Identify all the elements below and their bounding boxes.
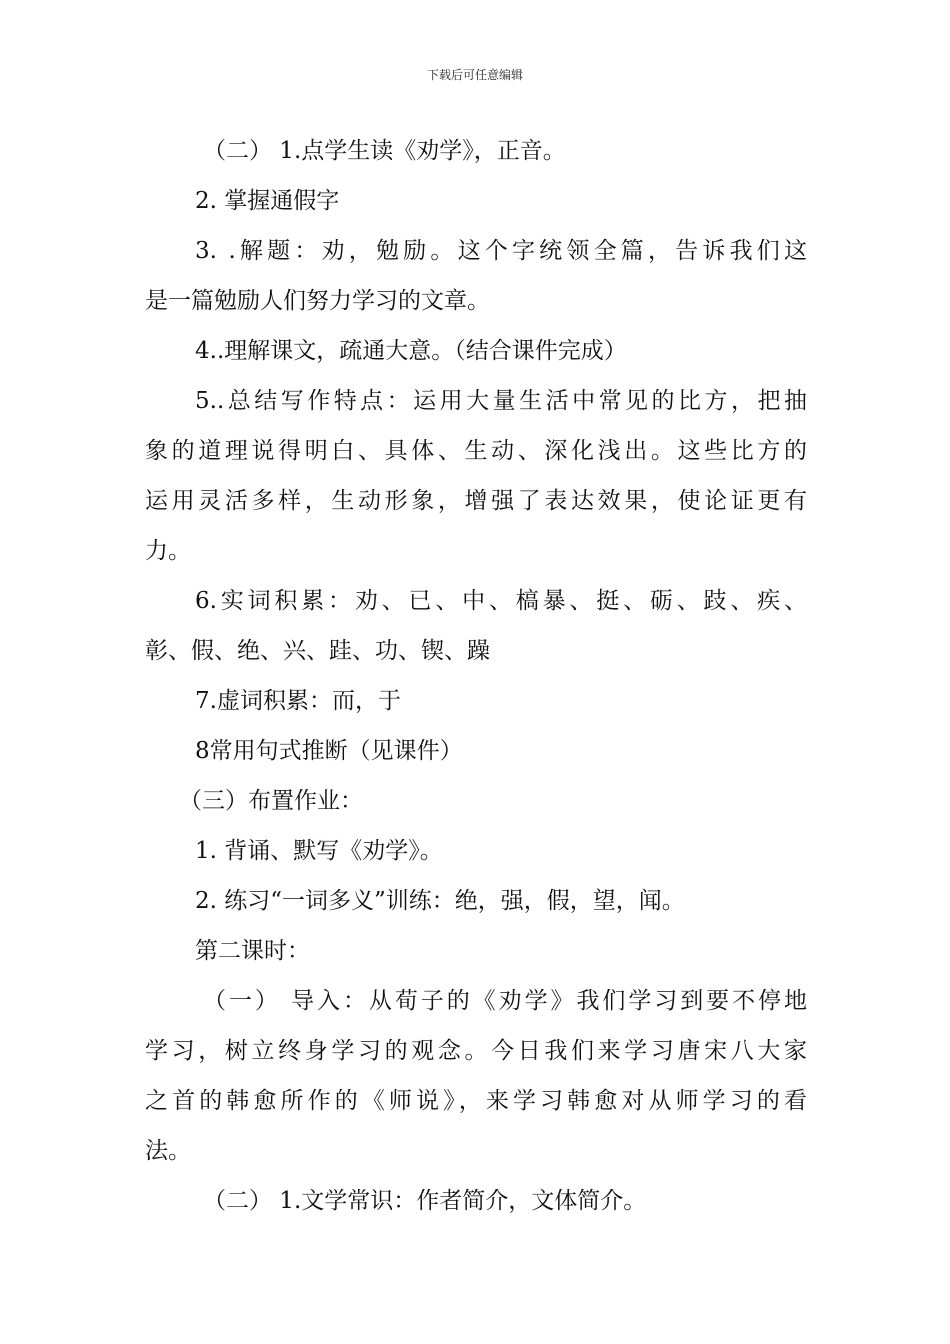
paragraph-line: 2. 掌握通假字 — [195, 188, 340, 214]
paragraph-line: 之首的韩愈所作的《师说》，来学习韩愈对从师学习的看 — [145, 1088, 807, 1114]
paragraph-line: （三）布置作业： — [179, 788, 363, 814]
paragraph-line: 第二课时： — [195, 938, 310, 964]
paragraph-line: 8常用句式推断（见课件） — [195, 738, 463, 764]
paragraph-line: 法。 — [145, 1138, 191, 1164]
paragraph-line: （一） 导入：从荀子的《劝学》我们学习到要不停地 — [203, 988, 807, 1014]
paragraph-line: 彰、假、绝、兴、跬、功、锲、躁 — [145, 638, 490, 664]
paragraph-line: 是一篇勉励人们努力学习的文章。 — [145, 288, 490, 314]
paragraph-line: 5..总结写作特点：运用大量生活中常见的比方，把抽 — [195, 388, 807, 414]
paragraph-line: 6.实词积累：劝、已、中、槁暴、挺、砺、跂、疾、 — [195, 588, 807, 614]
paragraph-line: 7.虚词积累：而，于 — [195, 688, 401, 714]
paragraph-line: 1. 背诵、默写《劝学》。 — [195, 838, 443, 864]
paragraph-line: 3. .解题：劝，勉励。这个字统领全篇，告诉我们这 — [195, 238, 807, 264]
paragraph-line: 2. 练习“一词多义”训练：绝，强，假，望，闻。 — [195, 888, 685, 914]
paragraph-line: 4..理解课文，疏通大意。（结合课件完成） — [195, 338, 627, 364]
paragraph-line: 力。 — [145, 538, 191, 564]
paragraph-line: （二） 1.点学生读《劝学》，正音。 — [203, 138, 566, 164]
paragraph-line: （二） 1.文学常识：作者简介，文体简介。 — [203, 1188, 647, 1214]
page-header-note: 下载后可任意编辑 — [426, 68, 523, 82]
paragraph-line: 运用灵活多样，生动形象，增强了表达效果，使论证更有 — [145, 488, 807, 514]
paragraph-line: 学习，树立终身学习的观念。今日我们来学习唐宋八大家 — [145, 1038, 807, 1064]
paragraph-line: 象的道理说得明白、具体、生动、深化浅出。这些比方的 — [145, 438, 807, 464]
document-body — [145, 126, 807, 1226]
